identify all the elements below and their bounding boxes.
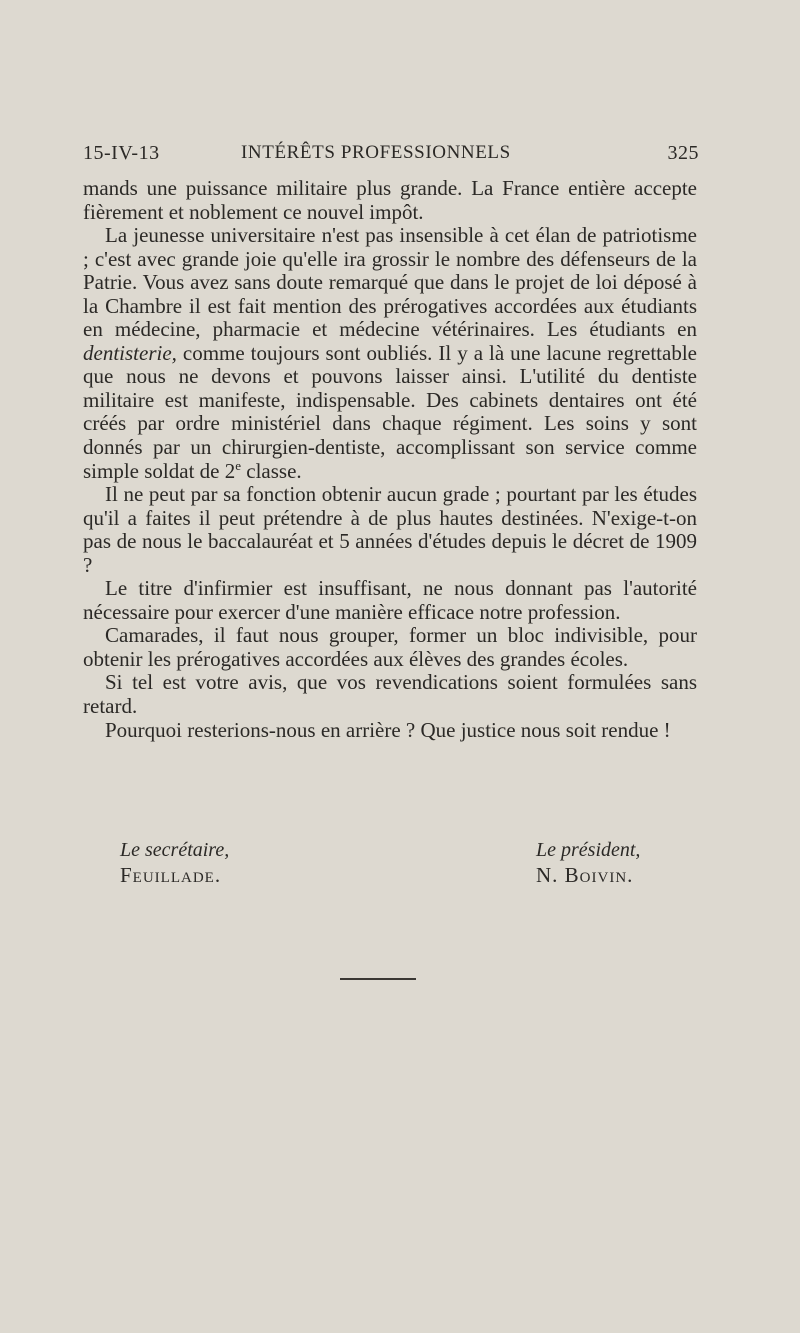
- paragraph-text: La jeunesse universitaire n'est pas insensible à cet élan de patriotisme ; c'est avec grande joie qu'elle ira grossir le nombre des défenseurs de la Patrie. Vous avez sans doute remarqué que dans le projet de loi déposé à la Chambre il est fait mention des prérogatives accordées aux étudiants en médecine, pharmacie et médecine vétérinaires. Les étudiants en: [83, 223, 697, 342]
- paragraph-text: comme toujours sont oubliés. Il y a là une lacune regrettable que nous ne devons et pouvons laisser ainsi. L'utilité du dentiste militaire est manifeste, indispensable. Des cabinets dentaires ont été créés par ordre ministériel dans chaque régiment. Les soins y sont donnés par un chirurgien-dentiste, accomplissant son service comme simple soldat de 2: [83, 340, 697, 483]
- paragraph: [83, 224, 697, 483]
- superscript-text: e: [235, 457, 242, 473]
- paragraph: [83, 624, 697, 671]
- paragraph-text: Si tel est votre avis, que vos revendications soient formulées sans retard.: [83, 670, 697, 719]
- paragraph-text: Camarades, il faut nous grouper, former un bloc indivisible, pour obtenir les prérogatives accordées aux élèves des grandes écoles.: [83, 623, 697, 671]
- paragraph-text: classe.: [241, 458, 302, 483]
- secretary-name: Feuillade.: [120, 863, 222, 887]
- president-name: N. Boivin.: [536, 863, 634, 887]
- paragraph-text: mands une puissance militaire plus grande. La France entière accepte fièrement et noblement ce nouvel impôt.: [83, 176, 697, 224]
- page-number: 325: [667, 142, 699, 164]
- page-header: [83, 142, 697, 168]
- paragraph-text: Le titre d'infirmier est insuffisant, ne nous donnant pas l'autorité nécessaire pour exercer d'une manière efficace notre profession.: [83, 576, 697, 624]
- signature-secretary: [120, 838, 229, 888]
- paragraph: [83, 719, 697, 743]
- signature-president: [536, 838, 640, 888]
- header-date: 15-IV-13: [83, 142, 160, 164]
- header-title: INTÉRÊTS PROFESSIONNELS: [241, 142, 511, 163]
- emphasis-text: dentisterie,: [83, 340, 177, 365]
- paragraph: [83, 483, 697, 577]
- secretary-role: Le secrétaire,: [120, 839, 230, 861]
- article-body: [83, 177, 697, 742]
- paragraph: [83, 177, 697, 224]
- president-role: Le président,: [536, 839, 641, 861]
- paragraph-text: Il ne peut par sa fonction obtenir aucun grade ; pourtant par les études qu'il a faites il peut prétendre à de plus hautes destinées. N'exige-t-on pas de nous le baccalauréat et 5 années d'études depuis le décret de 1909 ?: [83, 482, 697, 577]
- end-rule: [340, 978, 416, 980]
- paragraph-text: Pourquoi resterions-nous en arrière ? Que justice nous soit rendue !: [105, 717, 671, 742]
- paragraph: [83, 577, 697, 624]
- paragraph: [83, 671, 697, 718]
